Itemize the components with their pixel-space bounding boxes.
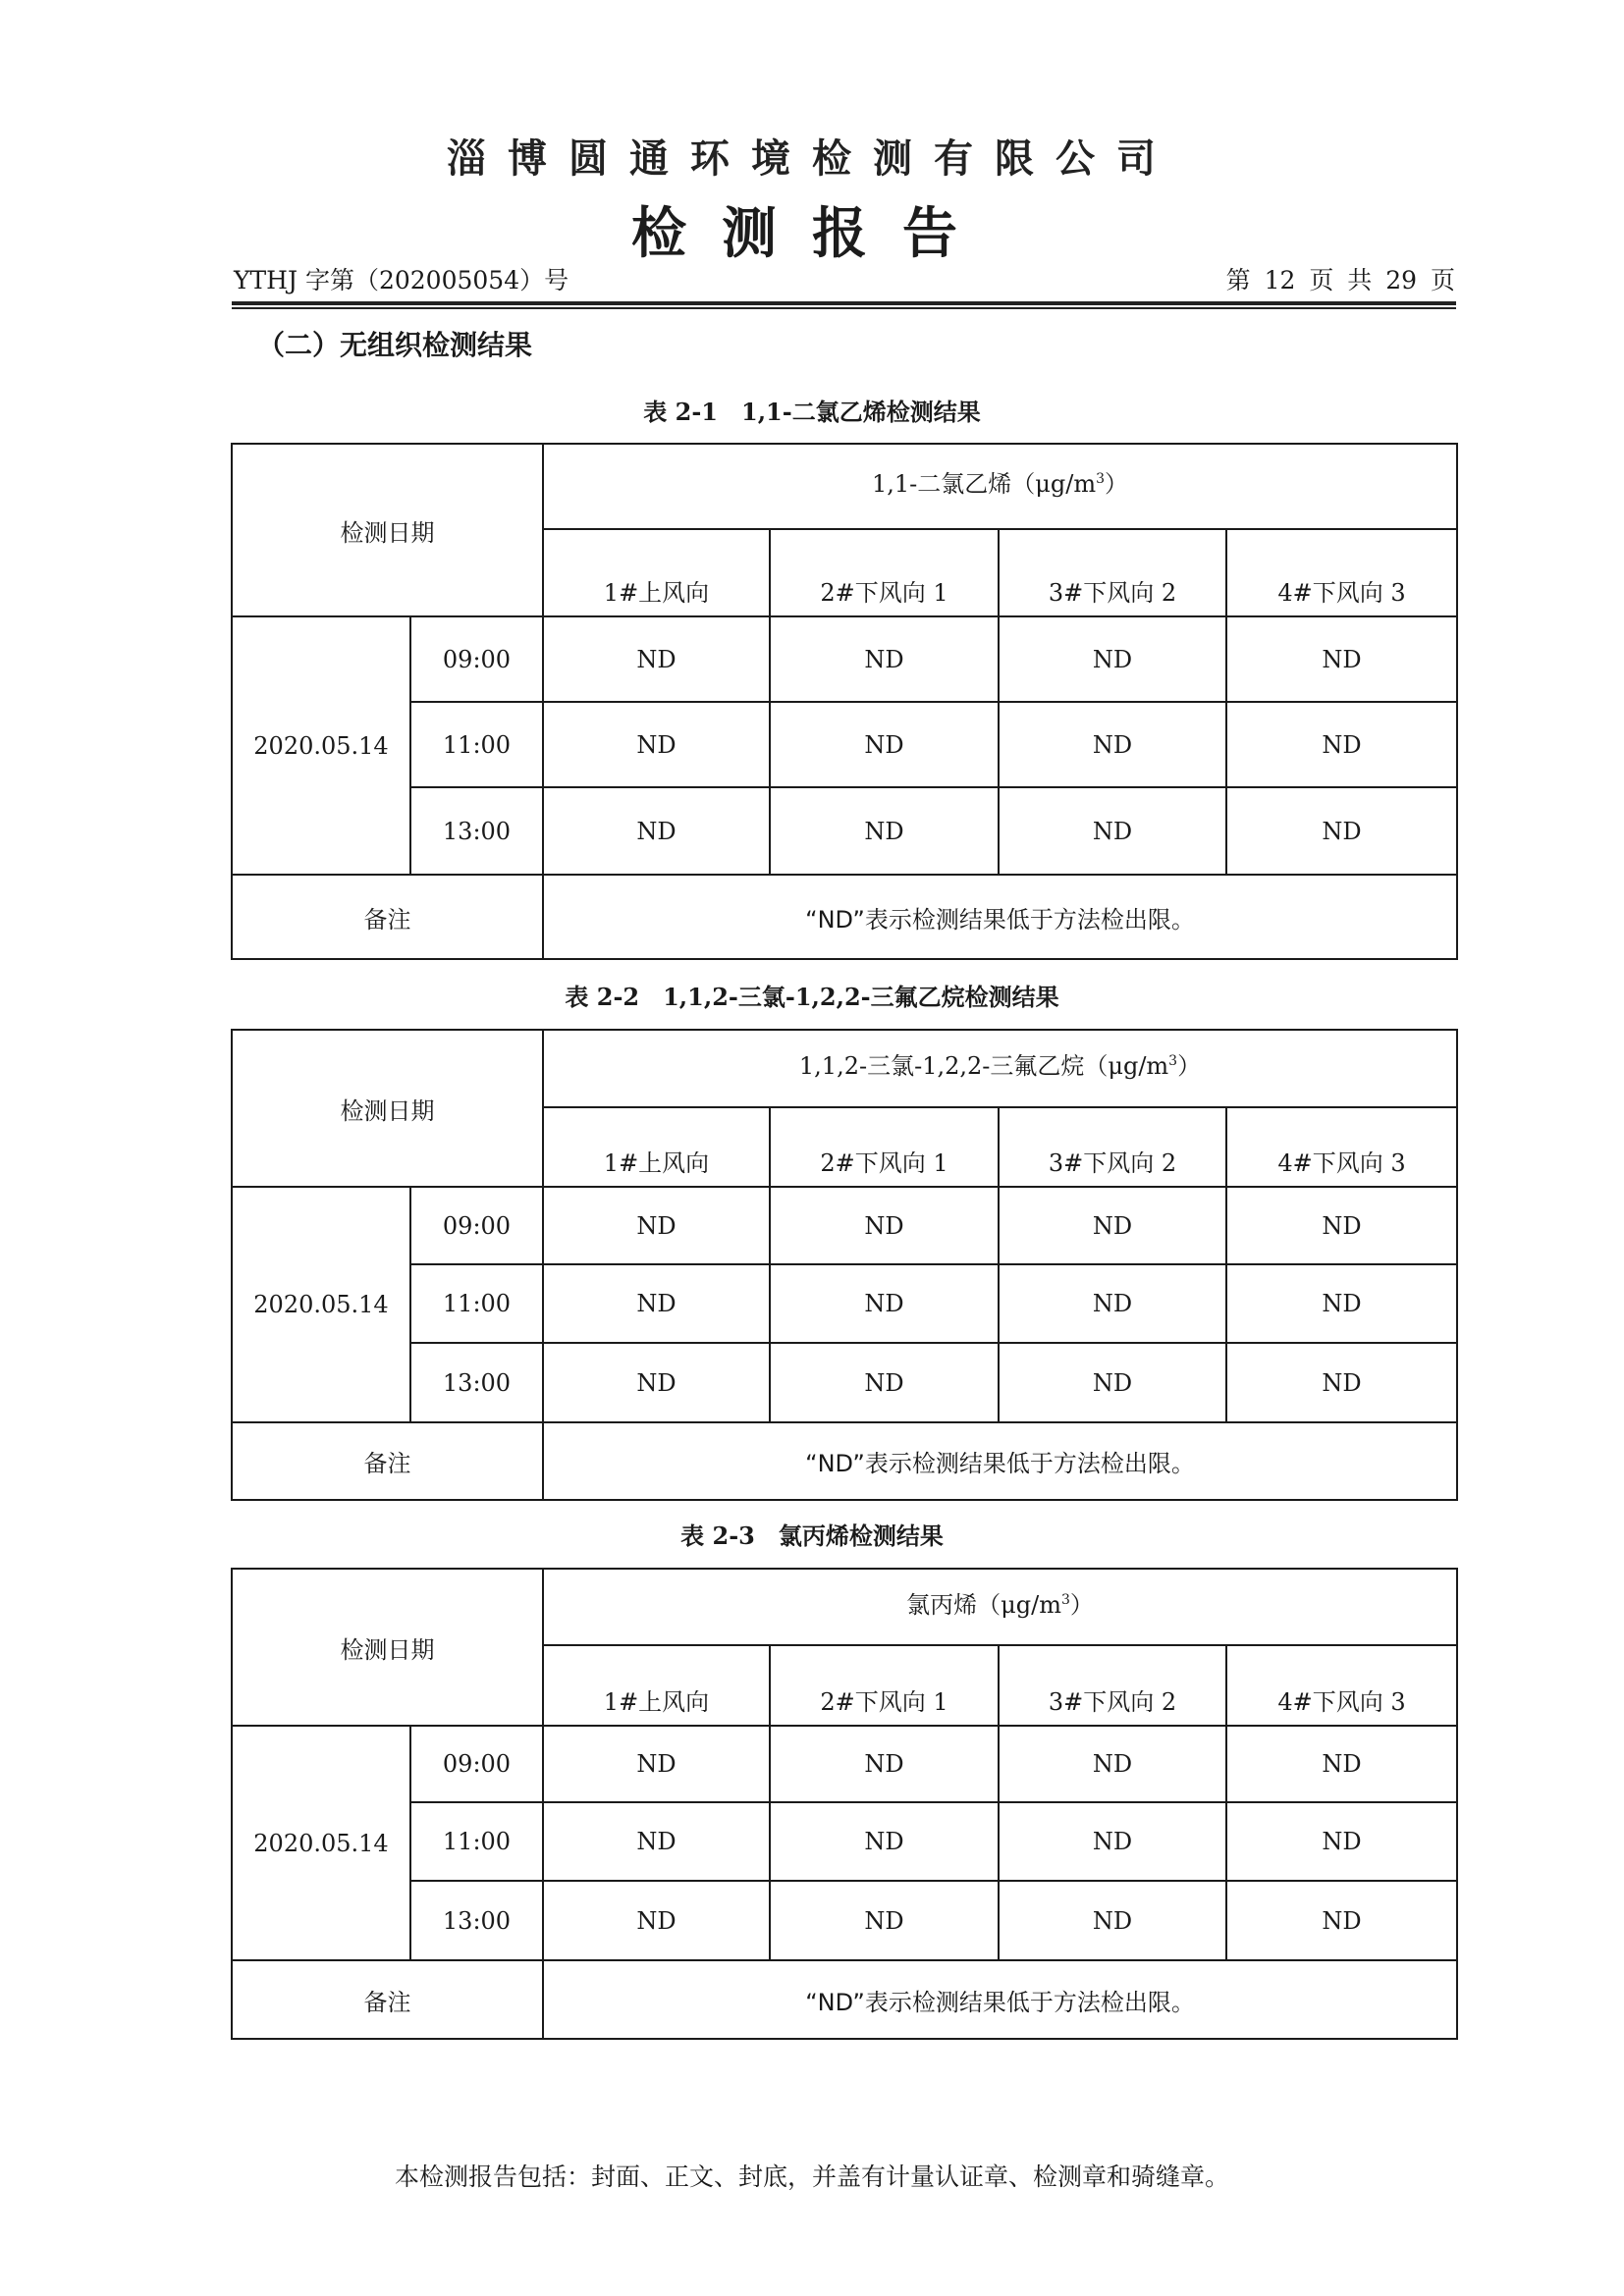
header-row (232, 444, 1457, 529)
date-cell: 2020.05.14 (232, 1726, 410, 1960)
sampling-point-header: 1#上风向 (543, 1645, 770, 1726)
sampling-point-header: 2#下风向 1 (770, 1645, 999, 1726)
remark-text-cell (543, 1422, 1457, 1500)
date-header-cell (232, 1569, 543, 1726)
time-cell: 09:00 (410, 1726, 543, 1802)
unit-superscript: 3 (1096, 471, 1106, 487)
unit-close: ） (1105, 470, 1129, 498)
value-cell: ND (770, 1343, 999, 1422)
header-rule-thin (232, 307, 1456, 309)
value-cell: ND (543, 1802, 770, 1881)
value-cell: ND (1226, 787, 1457, 875)
remark-label: 备注 (363, 1988, 411, 2016)
analyte-header-cell (543, 1030, 1457, 1107)
report-title: 检测报告 (631, 202, 993, 266)
value-cell: ND (543, 1264, 770, 1343)
time-cell: 09:00 (410, 1187, 543, 1264)
date-column-header: 检测日期 (340, 518, 435, 547)
date-column-header: 检测日期 (340, 1096, 435, 1125)
value-cell: ND (999, 1881, 1226, 1960)
section-heading: （二）无组织检测结果 (257, 329, 533, 361)
value-cell: ND (1226, 1802, 1457, 1881)
value-cell: ND (1226, 1187, 1457, 1264)
sampling-point-header: 3#下风向 2 (999, 1107, 1226, 1187)
time-cell: 13:00 (410, 1343, 543, 1422)
sampling-point-header: 4#下风向 3 (1226, 1107, 1457, 1187)
value-cell: ND (999, 616, 1226, 702)
value-cell: ND (999, 1802, 1226, 1881)
remark-text: “ND”表示检测结果低于方法检出限。 (805, 1450, 1195, 1477)
remark-row (232, 1960, 1457, 2039)
results-table (231, 443, 1458, 960)
time-cell: 09:00 (410, 616, 543, 702)
table-row (232, 1802, 1457, 1881)
time-cell: 13:00 (410, 787, 543, 875)
value-cell: ND (1226, 1264, 1457, 1343)
value-cell: ND (1226, 702, 1457, 787)
table-row (232, 616, 1457, 702)
unit-close: ） (1177, 1052, 1202, 1080)
date-header-cell (232, 444, 543, 616)
value-cell: ND (543, 1881, 770, 1960)
results-table (231, 1568, 1458, 2040)
value-cell: ND (770, 1802, 999, 1881)
value-cell: ND (543, 1343, 770, 1422)
value-cell: ND (543, 616, 770, 702)
remark-text: “ND”表示检测结果低于方法检出限。 (805, 905, 1195, 934)
header-row (232, 1569, 1457, 1645)
table-row (232, 1343, 1457, 1422)
header-rule-thick (232, 301, 1456, 305)
sampling-point-header: 3#下风向 2 (999, 529, 1226, 616)
analyte-name: 1,1,2-三氯-1,2,2-三氟乙烷（μg/m (798, 1052, 1169, 1080)
value-cell: ND (770, 1726, 999, 1802)
sampling-point-header: 1#上风向 (543, 1107, 770, 1187)
date-cell: 2020.05.14 (232, 616, 410, 875)
sampling-point-header: 2#下风向 1 (770, 1107, 999, 1187)
remark-label-cell (232, 1960, 543, 2039)
date-header-cell (232, 1030, 543, 1187)
value-cell: ND (770, 702, 999, 787)
table-caption: 表 2-1 1,1-二氯乙烯检测结果 (643, 398, 981, 426)
date-column-header: 检测日期 (340, 1635, 435, 1664)
value-cell: ND (770, 1264, 999, 1343)
unit-superscript: 3 (1168, 1053, 1178, 1069)
sampling-point-header: 2#下风向 1 (770, 529, 999, 616)
remark-label-cell (232, 875, 543, 959)
value-cell: ND (543, 702, 770, 787)
results-table (231, 1029, 1458, 1501)
sampling-point-header: 1#上风向 (543, 529, 770, 616)
value-cell: ND (1226, 1726, 1457, 1802)
value-cell: ND (770, 616, 999, 702)
analyte-name: 1,1-二氯乙烯（μg/m (872, 470, 1097, 498)
remark-text: “ND”表示检测结果低于方法检出限。 (805, 1988, 1195, 2016)
analyte-header-cell (543, 444, 1457, 529)
table-row (232, 1726, 1457, 1802)
remark-row (232, 1422, 1457, 1500)
table-row (232, 787, 1457, 875)
table-caption: 表 2-2 1,1,2-三氯-1,2,2-三氟乙烷检测结果 (565, 983, 1059, 1011)
value-cell: ND (543, 1187, 770, 1264)
value-cell: ND (999, 702, 1226, 787)
remark-text-cell (543, 875, 1457, 959)
value-cell: ND (770, 787, 999, 875)
value-cell: ND (999, 1343, 1226, 1422)
sampling-point-header: 3#下风向 2 (999, 1645, 1226, 1726)
time-cell: 11:00 (410, 1264, 543, 1343)
page-info: 第 12 页 共 29 页 (1225, 266, 1455, 294)
time-cell: 11:00 (410, 702, 543, 787)
remark-label-cell (232, 1422, 543, 1500)
value-cell: ND (770, 1881, 999, 1960)
unit-superscript: 3 (1060, 1591, 1070, 1608)
company-name: 淄博圆通环境检测有限公司 (447, 136, 1177, 182)
document-number: YTHJ 字第（202005054）号 (234, 266, 569, 294)
analyte-header-cell (543, 1569, 1457, 1645)
date-cell: 2020.05.14 (232, 1187, 410, 1422)
value-cell: ND (999, 1264, 1226, 1343)
sampling-point-header: 4#下风向 3 (1226, 529, 1457, 616)
value-cell: ND (999, 1726, 1226, 1802)
value-cell: ND (543, 787, 770, 875)
footer-note: 本检测报告包括：封面、正文、封底，并盖有计量认证章、检测章和骑缝章。 (394, 2163, 1229, 2191)
value-cell: ND (999, 787, 1226, 875)
time-cell: 13:00 (410, 1881, 543, 1960)
value-cell: ND (1226, 1881, 1457, 1960)
value-cell: ND (1226, 616, 1457, 702)
time-cell: 11:00 (410, 1802, 543, 1881)
remark-text-cell (543, 1960, 1457, 2039)
remark-label: 备注 (363, 1450, 411, 1477)
remark-label: 备注 (363, 905, 411, 934)
table-row (232, 1264, 1457, 1343)
table-row (232, 702, 1457, 787)
header-row (232, 1030, 1457, 1107)
value-cell: ND (770, 1187, 999, 1264)
unit-close: ） (1069, 1590, 1094, 1619)
value-cell: ND (999, 1187, 1226, 1264)
value-cell: ND (543, 1726, 770, 1802)
table-row (232, 1881, 1457, 1960)
table-caption: 表 2-3 氯丙烯检测结果 (680, 1522, 944, 1550)
analyte-name: 氯丙烯（μg/m (906, 1590, 1061, 1619)
sampling-point-header: 4#下风向 3 (1226, 1645, 1457, 1726)
remark-row (232, 875, 1457, 959)
value-cell: ND (1226, 1343, 1457, 1422)
table-row (232, 1187, 1457, 1264)
